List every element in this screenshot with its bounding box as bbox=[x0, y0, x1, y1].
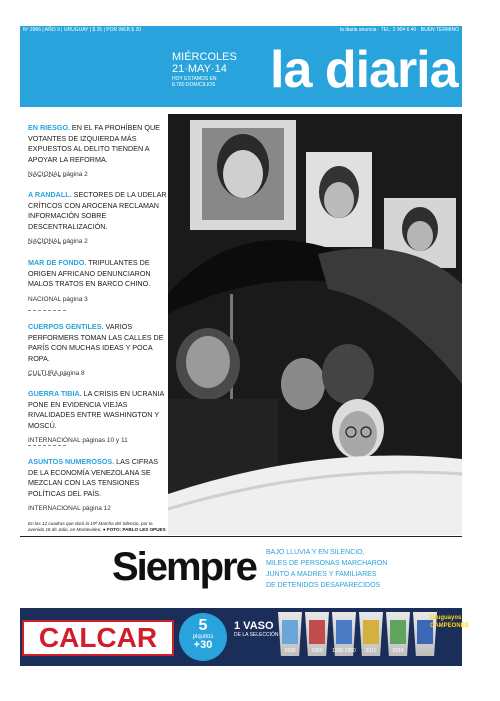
tagline-line2: 8.780 DOMICILIOS bbox=[172, 82, 216, 88]
brief-2[interactable] bbox=[28, 190, 168, 248]
cup-years: 1930 1950 1930 1950 2011 2014 bbox=[284, 648, 404, 654]
brief-text: LAS CIFRAS DE LA ECONOMÍA VENEZOLANA SE MEZCLAN CON LAS TENSIONES POLÍTICAS DEL PAÍS. bbox=[28, 457, 159, 498]
photo-credit: ● FOTO: PABLO LES OPUES bbox=[102, 527, 166, 532]
headline-deck: BAJO LLUVIA Y EN SILENCIO, MILES DE PERSONAS MARCHARON JUNTO A MADRES Y FAMILIARES DE DETENIDOS DESAPARECIDOS bbox=[266, 549, 388, 589]
brief-5[interactable] bbox=[28, 389, 168, 447]
main-headline[interactable]: Siempre bbox=[112, 545, 256, 589]
brief-keyword: EN RIESGO. bbox=[28, 123, 70, 132]
promo-circle: 5 piquitos +30 bbox=[179, 613, 227, 661]
divider bbox=[28, 310, 66, 311]
photo-caption: En las 12 cuadras que duró la 19ª Marcha del Silencio, por la avenida 18 de Julio, en Montevideo. ● FOTO: PABLO LES OPUES bbox=[28, 521, 166, 532]
brief-keyword: MAR DE FONDO. bbox=[28, 258, 87, 267]
brief-keyword: CUERPOS GENTILES. bbox=[28, 322, 104, 331]
section-rule bbox=[20, 536, 462, 537]
brief-text: VARIOS PERFORMERS TOMAN LAS CALLES DE PARÍS CON MUCHAS IDEAS Y POCA ROPA. bbox=[28, 322, 164, 363]
brief-4[interactable] bbox=[28, 322, 168, 380]
promo-vaso: 1 VASO DE LA SELECCIÓN bbox=[234, 620, 279, 638]
masthead-info-strip bbox=[20, 26, 462, 35]
champions-badge: Uruguayos CAMPEONES bbox=[430, 615, 469, 629]
weekday: MIÉRCOLES bbox=[172, 51, 237, 63]
calcar-logo: CALCAR bbox=[22, 620, 174, 656]
issue-date bbox=[172, 52, 237, 88]
brief-keyword: GUERRA TIBIA. bbox=[28, 389, 82, 398]
divider bbox=[28, 243, 66, 244]
contact-info: la diaria anuncia · TEL: 2 904 6 40 · BUEN TÉRMINO bbox=[339, 27, 459, 33]
brief-1[interactable] bbox=[28, 123, 168, 181]
brief-text: TRIPULANTES DE ORIGEN AFRICANO DENUNCIARON MALOS TRATOS EN BARCO CHINO. bbox=[28, 258, 151, 288]
brief-section: INTERNACIONAL página 12 bbox=[28, 505, 111, 512]
lead-photo-illustration bbox=[168, 114, 462, 535]
date-value: 21·MAY·14 bbox=[172, 63, 227, 75]
brief-text: LA CRISIS EN UCRANIA PONE EN EVIDENCIA VIEJAS RIVALIDADES ENTRE WASHINGTON Y MOSCÚ. bbox=[28, 389, 164, 430]
brief-section: NACIONAL página 3 bbox=[28, 295, 88, 303]
brief-6[interactable] bbox=[28, 457, 168, 515]
brief-keyword: A RANDALL. bbox=[28, 190, 72, 199]
advertisement-banner[interactable] bbox=[20, 608, 469, 666]
brief-section: NACIONAL página 2 bbox=[28, 171, 88, 178]
lead-photo bbox=[168, 114, 462, 535]
brief-keyword: ASUNTOS NUMEROSOS. bbox=[28, 457, 115, 466]
brief-text: SECTORES DE LA UDELAR CRÍTICOS CON AROCENA RECLAMAN INFORMACIÓN SOBRE DESCENTRALIZACIÓN. bbox=[28, 190, 167, 231]
issue-info: Nº 2966 | AÑO 9 | URUGUAY | $ 35 | POR WEB $ 20 bbox=[23, 27, 142, 33]
brief-section: NACIONAL página 2 bbox=[28, 238, 88, 245]
tagline-line1: HOY ESTAMOS EN bbox=[172, 76, 217, 82]
divider bbox=[28, 176, 66, 177]
newspaper-logo: la diaria bbox=[270, 41, 458, 99]
brief-section: INTERNACIONAL páginas 10 y 11 bbox=[28, 437, 128, 444]
brief-section: CULTURA página 8 bbox=[28, 370, 85, 377]
divider bbox=[28, 445, 66, 446]
divider bbox=[28, 375, 66, 376]
brief-text: EN EL FA PROHÍBEN QUE VOTANTES DE IZQUIERDA MÁS EXPUESTOS AL DELITO TIENDEN A APOYAR LA REFORMA. bbox=[28, 123, 160, 164]
brief-3[interactable] bbox=[28, 258, 168, 305]
